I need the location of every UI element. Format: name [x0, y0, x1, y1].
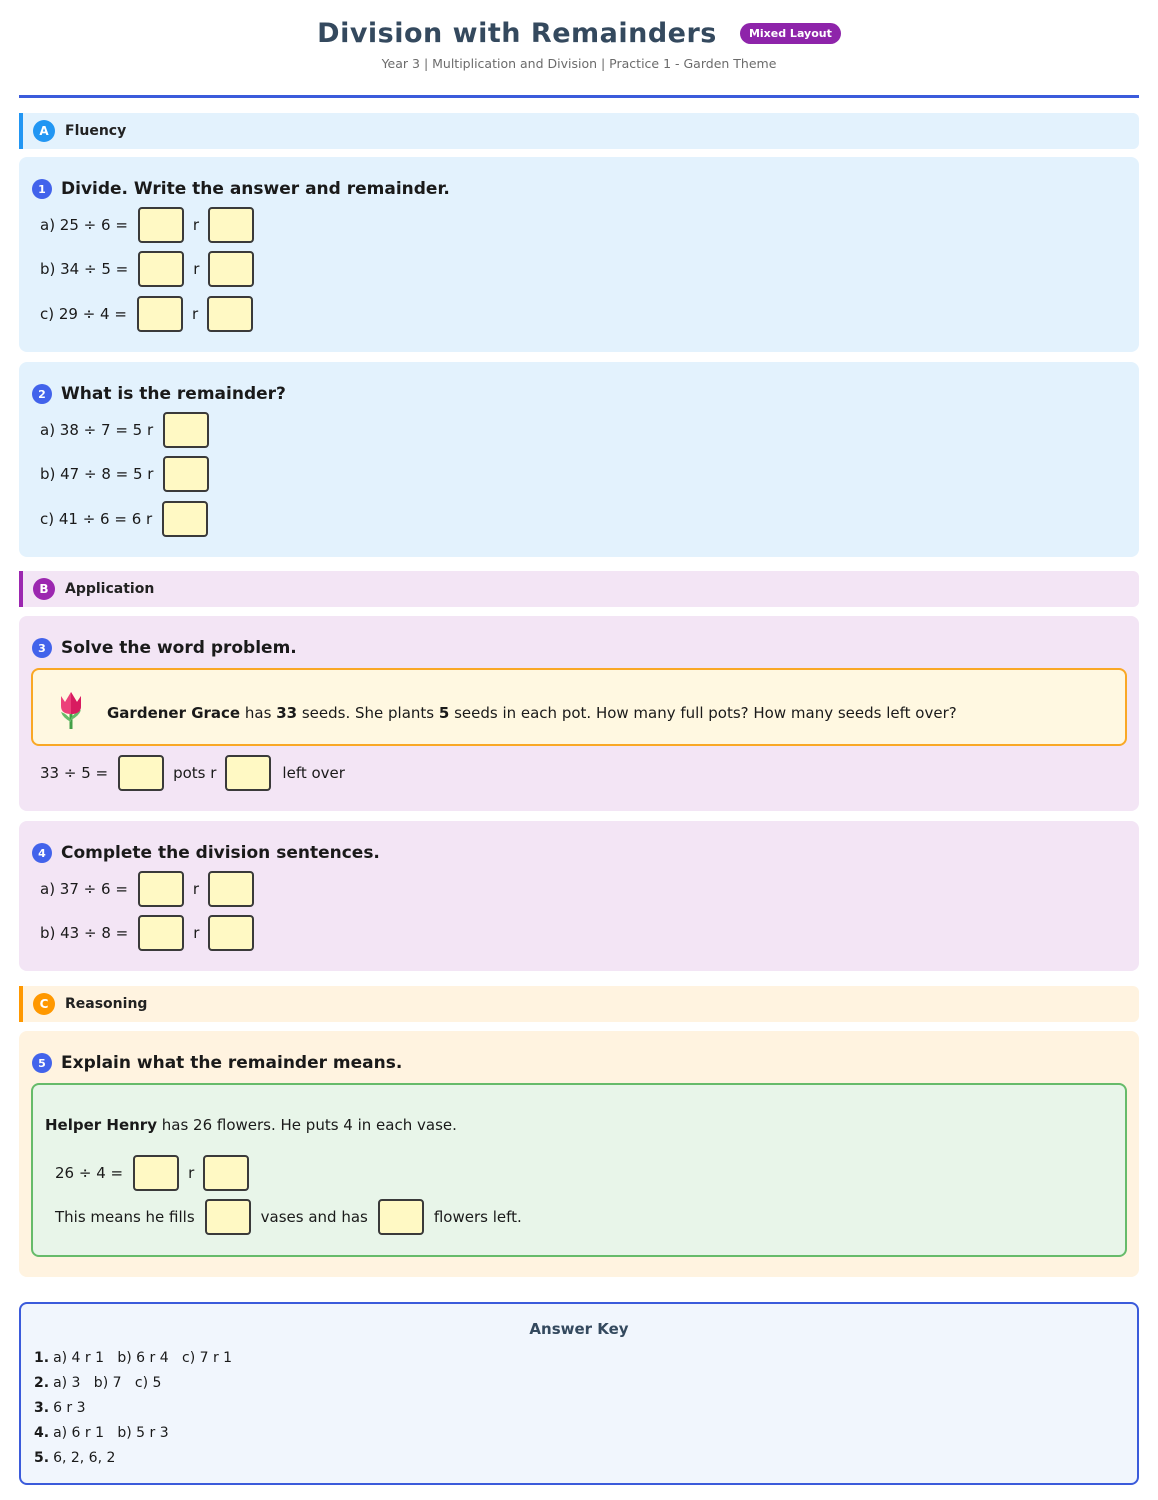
problem-row [40, 456, 209, 492]
problem-row [40, 501, 208, 537]
question-heading [32, 1053, 402, 1073]
question-prompt: Solve the word problem. [61, 638, 297, 658]
section-label: Fluency [65, 123, 127, 139]
section-header-application [19, 571, 1139, 607]
answer-key-line [34, 1375, 161, 1391]
remainder-label: r [192, 880, 200, 898]
section-bar [19, 986, 23, 1022]
answer-box-remainder[interactable] [208, 915, 254, 951]
problem-row [40, 296, 253, 332]
answer-key-text: 6 r 3 [53, 1400, 86, 1416]
story-text: seeds in each pot. How many full pots? How many seeds left over? [449, 704, 957, 722]
answer-box-quotient[interactable] [138, 915, 184, 951]
problem-label: b) 47 ÷ 8 = 5 r [40, 465, 154, 483]
answer-key-line [34, 1400, 86, 1416]
question-heading [32, 384, 286, 404]
page-title: Division with Remainders [317, 18, 717, 49]
answer-key-text: a) 3 b) 7 c) 5 [53, 1375, 162, 1391]
answer-box-pots[interactable] [118, 755, 164, 791]
answer-box-remainder[interactable] [163, 456, 209, 492]
seeds-per-pot: 5 [438, 704, 450, 722]
answer-key-number: 2. [34, 1375, 50, 1391]
problem-row [40, 251, 254, 287]
question-heading [32, 638, 297, 658]
answer-key-line [34, 1425, 169, 1441]
remainder-label: r [193, 924, 200, 942]
question-prompt: Complete the division sentences. [61, 843, 380, 863]
problem-label: 33 ÷ 5 = [40, 764, 109, 782]
answer-box-remainder[interactable] [162, 501, 208, 537]
answer-box-remainder[interactable] [207, 296, 253, 332]
remainder-label: r [192, 216, 200, 234]
character-name: Gardener Grace [107, 704, 241, 722]
section-bar [19, 113, 23, 149]
section-bar [19, 571, 23, 607]
section-letter-badge: A [33, 120, 55, 142]
answer-key-number: 4. [34, 1425, 50, 1441]
answer-box-quotient[interactable] [133, 1155, 179, 1191]
reasoning-box [31, 1083, 1127, 1257]
section-letter-badge: C [33, 993, 55, 1015]
question-card-3 [19, 616, 1139, 811]
problem-label: 26 ÷ 4 = [55, 1164, 124, 1182]
story-text: has 26 flowers. He puts 4 in each vase. [156, 1116, 457, 1134]
answer-box-remainder[interactable] [163, 412, 209, 448]
answer-key-number: 5. [34, 1450, 50, 1466]
question-prompt: What is the remainder? [61, 384, 286, 404]
answer-box-quotient[interactable] [137, 296, 183, 332]
word-problem-text [107, 704, 957, 722]
answer-box-left-over[interactable] [225, 755, 271, 791]
question-number: 4 [32, 843, 52, 863]
problem-label: c) 29 ÷ 4 = [40, 305, 127, 323]
answer-box-quotient[interactable] [138, 207, 184, 243]
remainder-label: r [188, 1164, 195, 1182]
answer-box-flowers-left[interactable] [378, 1199, 424, 1235]
explanation-sentence [55, 1199, 522, 1235]
answer-key-number: 3. [34, 1400, 50, 1416]
answer-key-text: a) 6 r 1 b) 5 r 3 [53, 1425, 169, 1441]
answer-key-number: 1. [34, 1350, 50, 1366]
question-number: 3 [32, 638, 52, 658]
character-name: Helper Henry [45, 1116, 157, 1134]
header-divider [19, 95, 1139, 98]
seed-count: 33 [276, 704, 298, 722]
problem-label: a) 25 ÷ 6 = [40, 216, 128, 234]
page-subtitle: Year 3 | Multiplication and Division | Practice 1 - Garden Theme [381, 56, 777, 71]
section-header-reasoning [19, 986, 1139, 1022]
answer-box-quotient[interactable] [138, 871, 184, 907]
question-heading [32, 843, 380, 863]
problem-label: b) 43 ÷ 8 = [40, 924, 129, 942]
section-letter-badge: B [33, 578, 55, 600]
problem-row [40, 412, 209, 448]
question-card-1 [19, 157, 1139, 352]
answer-box-remainder[interactable] [208, 871, 254, 907]
problem-row [40, 755, 345, 791]
question-card-2 [19, 362, 1139, 557]
story-text: seeds. She plants [297, 704, 439, 722]
problem-label: b) 34 ÷ 5 = [40, 260, 129, 278]
question-card-4 [19, 821, 1139, 971]
reasoning-story [45, 1116, 457, 1134]
sentence-part: flowers left. [433, 1208, 522, 1226]
question-prompt: Divide. Write the answer and remainder. [61, 179, 450, 199]
left-over-label: left over [282, 764, 345, 782]
question-number: 1 [32, 179, 52, 199]
section-label: Reasoning [65, 996, 148, 1012]
word-problem-box [31, 668, 1127, 746]
answer-box-quotient[interactable] [138, 251, 184, 287]
answer-box-remainder[interactable] [208, 207, 254, 243]
story-text: has [240, 704, 277, 722]
answer-key-title: Answer Key [529, 1320, 629, 1338]
title-row [0, 18, 1158, 49]
pots-label: pots r [173, 764, 217, 782]
question-number: 2 [32, 384, 52, 404]
answer-key-line [34, 1350, 232, 1366]
problem-row [40, 915, 254, 951]
question-number: 5 [32, 1053, 52, 1073]
section-header-fluency [19, 113, 1139, 149]
question-heading [32, 179, 450, 199]
problem-label: a) 38 ÷ 7 = 5 r [40, 421, 154, 439]
answer-box-remainder[interactable] [208, 251, 254, 287]
answer-box-vases[interactable] [205, 1199, 251, 1235]
problem-label: a) 37 ÷ 6 = [40, 880, 128, 898]
question-prompt: Explain what the remainder means. [61, 1053, 403, 1073]
problem-label: c) 41 ÷ 6 = 6 r [40, 510, 153, 528]
answer-key-text: a) 4 r 1 b) 6 r 4 c) 7 r 1 [53, 1350, 233, 1366]
tulip-icon [53, 690, 89, 730]
answer-key-line [34, 1450, 115, 1466]
section-label: Application [65, 581, 155, 597]
remainder-label: r [193, 260, 200, 278]
worksheet-header [0, 0, 1158, 100]
question-card-5 [19, 1031, 1139, 1277]
answer-key [19, 1302, 1139, 1485]
answer-key-text: 6, 2, 6, 2 [53, 1450, 116, 1466]
problem-row [40, 871, 254, 907]
sentence-part: This means he fills [55, 1208, 195, 1226]
layout-badge: Mixed Layout [740, 23, 841, 44]
problem-row [40, 207, 254, 243]
sentence-part: vases and has [260, 1208, 368, 1226]
answer-box-remainder[interactable] [203, 1155, 249, 1191]
remainder-label: r [191, 305, 199, 323]
problem-row [55, 1155, 249, 1191]
